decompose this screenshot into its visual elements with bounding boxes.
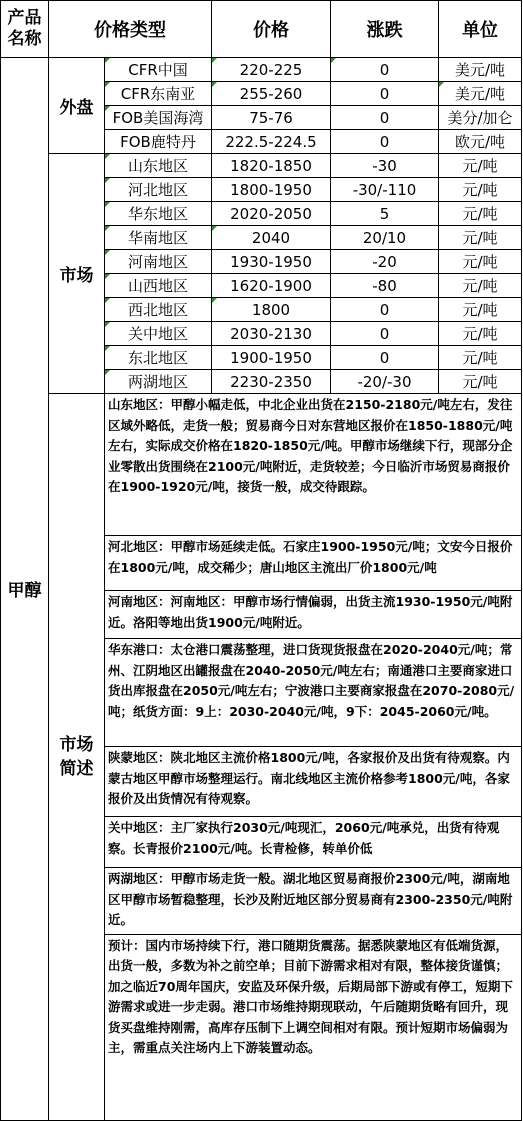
cell-unit: 元/吨	[439, 226, 522, 250]
cell-price: 2030-2130	[212, 322, 331, 346]
cell-unit: 元/吨	[439, 370, 522, 394]
summary-label-line2: 简述	[59, 758, 94, 779]
cell-type: 山东地区	[105, 154, 212, 178]
cell-unit: 欧元/吨	[439, 130, 522, 154]
market-label: 市场	[49, 154, 105, 394]
cell-change: 0	[331, 82, 439, 106]
cell-price: 2020-2050	[212, 202, 331, 226]
cell-unit: 元/吨	[439, 202, 522, 226]
cell-price: 2040	[212, 226, 331, 250]
header-row	[1, 1, 522, 58]
cell-change: 0	[331, 298, 439, 322]
summary-label-line1: 市场	[59, 734, 94, 755]
cell-price: 220-225	[212, 58, 331, 82]
cell-unit: 元/吨	[439, 178, 522, 202]
cell-price: 2230-2350	[212, 370, 331, 394]
cell-price: 1620-1900	[212, 274, 331, 298]
summary-note: 关中地区：主厂家执行2030元/吨现汇，2060元/吨承兑，出货有待观察。长青报价2100元/吨。长青检修，转单价低	[105, 817, 522, 868]
header-product-cell	[1, 1, 49, 58]
header-product-line1: 产品	[7, 8, 42, 28]
cell-price: 1820-1850	[212, 154, 331, 178]
cell-change: 0	[331, 58, 439, 82]
cell-type: 东北地区	[105, 346, 212, 370]
header-change: 涨跌	[331, 1, 439, 58]
cell-change: 0	[331, 106, 439, 130]
cell-change: 0	[331, 322, 439, 346]
cell-unit: 元/吨	[439, 346, 522, 370]
cell-unit: 元/吨	[439, 298, 522, 322]
header-unit: 单位	[439, 1, 522, 58]
summary-note: 河南地区：河南地区：甲醇市场行情偏弱，出货主流1930-1950元/吨附近。洛阳等地出货1900元/吨附近。	[105, 591, 522, 639]
cell-type: FOB美国海湾	[105, 106, 212, 130]
cell-price: 1900-1950	[212, 346, 331, 370]
cell-type: 河南地区	[105, 250, 212, 274]
cell-change: -20	[331, 250, 439, 274]
cell-type: CFR东南亚	[105, 82, 212, 106]
summary-note: 两湖地区：甲醇市场走货一般。湖北地区贸易商报价2300元/吨，湖南地区甲醇市场暂稳整理，长沙及附近地区部分贸易商有2300-2350元/吨附近。	[105, 868, 522, 935]
cell-unit: 美分/加仑	[439, 106, 522, 130]
cell-change: -30	[331, 154, 439, 178]
cell-unit: 元/吨	[439, 274, 522, 298]
cell-unit: 元/吨	[439, 322, 522, 346]
cell-type: 华南地区	[105, 226, 212, 250]
cell-price: 1800-1950	[212, 178, 331, 202]
summary-row	[1, 394, 522, 536]
cell-change: 0	[331, 130, 439, 154]
summary-note: 华东港口：太仓港口震荡整理，进口货现货报盘在2020-2040元/吨；常州、江阴地区出罐报盘在2040-2050元/吨左右；南通港口主要商家进口货出库报盘在2050元/吨左右；宁波港口主要商家报盘在2070-2080元/吨；纸货方面：9上：2030-2040元/吨，9下：2045-2060元/吨。	[105, 639, 522, 747]
summary-note: 陕蒙地区：陕北地区主流价格1800元/吨，各家报价及出货有待观察。内蒙古地区甲醇市场整理运行。南北线地区主流价格参考1800元/吨，各家报价及出货情况有待观察。	[105, 747, 522, 817]
header-product-line2: 名称	[7, 29, 42, 49]
cell-type: 两湖地区	[105, 370, 212, 394]
cell-type: 山西地区	[105, 274, 212, 298]
cell-price: 222.5-224.5	[212, 130, 331, 154]
header-price-type: 价格类型	[49, 1, 212, 58]
cell-unit: 元/吨	[439, 250, 522, 274]
cell-type: 华东地区	[105, 202, 212, 226]
cell-change: -20/-30	[331, 370, 439, 394]
cell-change: 20/10	[331, 226, 439, 250]
cell-price: 255-260	[212, 82, 331, 106]
cell-price: 1930-1950	[212, 250, 331, 274]
cell-unit: 美元/吨	[439, 82, 522, 106]
cell-change: 0	[331, 346, 439, 370]
summary-note: 河北地区：甲醇市场延续走低。石家庄1900-1950元/吨；文安今日报价在1800元/吨，成交稀少；唐山地区主流出厂价1800元/吨	[105, 536, 522, 591]
cell-unit: 美元/吨	[439, 58, 522, 82]
summary-label	[49, 394, 105, 1121]
cell-change: -80	[331, 274, 439, 298]
cell-type: 河北地区	[105, 178, 212, 202]
cell-type: FOB鹿特丹	[105, 130, 212, 154]
cell-change: 5	[331, 202, 439, 226]
summary-note: 预计：国内市场持续下行，港口随期货震荡。据悉陕蒙地区有低端货源，出货一般，多数为补之前空单；目前下游需求相对有限，整体接货谨慎；加之临近70周年国庆，安监及环保升级，后期局部下游或有停工，短期下游需求或进一步走弱。港口市场维持期现联动，午后随期货略有回升，现货买盘维持刚需，高库存压制下上调空间相对有限。预计短期市场偏弱为主，需重点关注场内上下游装置动态。	[105, 934, 522, 1120]
cell-type: 西北地区	[105, 298, 212, 322]
cell-unit: 元/吨	[439, 154, 522, 178]
cell-change: -30/-110	[331, 178, 439, 202]
price-row	[1, 58, 522, 82]
cell-price: 1800	[212, 298, 331, 322]
summary-note: 山东地区：甲醇小幅走低，中北企业出货在2150-2180元/吨左右，发往区域外略低，走货一般；贸易商今日对东营地区报价在1850-1880元/吨左右，实际成交价格在1820-1850元/吨。甲醇市场继续下行，现部分企业零散出货围绕在2100元/吨附近，走货较差；今日临沂市场贸易商报价在1900-1920元/吨，接货一般，成交待跟踪。	[105, 394, 522, 536]
cell-price: 75-76	[212, 106, 331, 130]
product-name: 甲醇	[1, 58, 49, 1121]
cell-type: 关中地区	[105, 322, 212, 346]
external-label: 外盘	[49, 58, 105, 154]
cell-type: CFR中国	[105, 58, 212, 82]
header-price: 价格	[212, 1, 331, 58]
price-row	[1, 154, 522, 178]
